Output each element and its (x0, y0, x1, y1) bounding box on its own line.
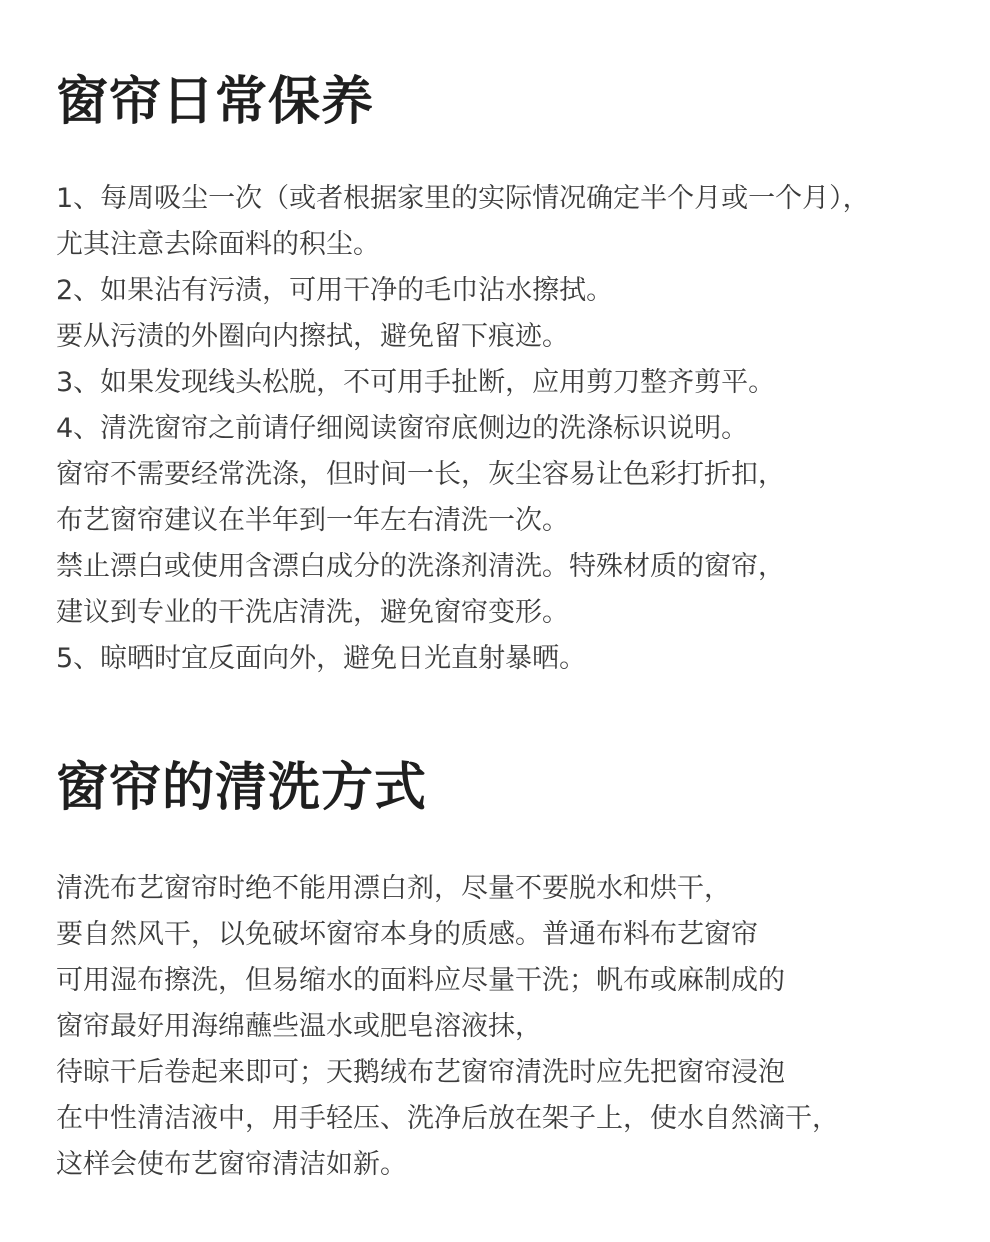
text-line: 要自然风干，以免破坏窗帘本身的质感。普通布料布艺窗帘 (56, 919, 758, 950)
text-line: 2、如果沾有污渍，可用干净的毛巾沾水擦拭。 (56, 275, 614, 306)
text-line: 这样会使布艺窗帘清洁如新。 (56, 1149, 407, 1180)
text-line: 在中性清洁液中，用手轻压、洗净后放在架子上，使水自然滴干， (56, 1103, 839, 1134)
section-title: 窗帘的清洗方式 (56, 758, 428, 818)
text-line: 布艺窗帘建议在半年到一年左右清洗一次。 (56, 505, 569, 536)
text-line: 待晾干后卷起来即可；天鹅绒布艺窗帘清洗时应先把窗帘浸泡 (56, 1057, 785, 1088)
paragraph-cleaning-method (56, 866, 980, 1188)
text-line: 要从污渍的外圈向内擦拭，避免留下痕迹。 (56, 321, 569, 352)
paragraph-daily-care (56, 176, 980, 682)
text-line: 禁止漂白或使用含漂白成分的洗涤剂清洗。特殊材质的窗帘， (56, 551, 785, 582)
text-line: 尤其注意去除面料的积尘。 (56, 229, 380, 260)
text-line: 1、每周吸尘一次（或者根据家里的实际情况确定半个月或一个月）， (56, 183, 870, 214)
text-line: 5、晾晒时宜反面向外，避免日光直射暴晒。 (56, 643, 587, 674)
text-line: 3、如果发现线头松脱，不可用手扯断，应用剪刀整齐剪平。 (56, 367, 776, 398)
text-line: 4、清洗窗帘之前请仔细阅读窗帘底侧边的洗涤标识说明。 (56, 413, 749, 444)
text-line: 建议到专业的干洗店清洗，避免窗帘变形。 (56, 597, 569, 628)
text-line: 清洗布艺窗帘时绝不能用漂白剂，尽量不要脱水和烘干， (56, 873, 731, 904)
text-line: 可用湿布擦洗，但易缩水的面料应尽量干洗；帆布或麻制成的 (56, 965, 785, 996)
section-daily-care (56, 66, 980, 682)
text-line: 窗帘不需要经常洗涤，但时间一长，灰尘容易让色彩打折扣， (56, 459, 785, 490)
section-cleaning-method (56, 752, 980, 1188)
text-line: 窗帘最好用海绵蘸些温水或肥皂溶液抹， (56, 1011, 542, 1042)
section-title: 窗帘日常保养 (56, 72, 375, 132)
